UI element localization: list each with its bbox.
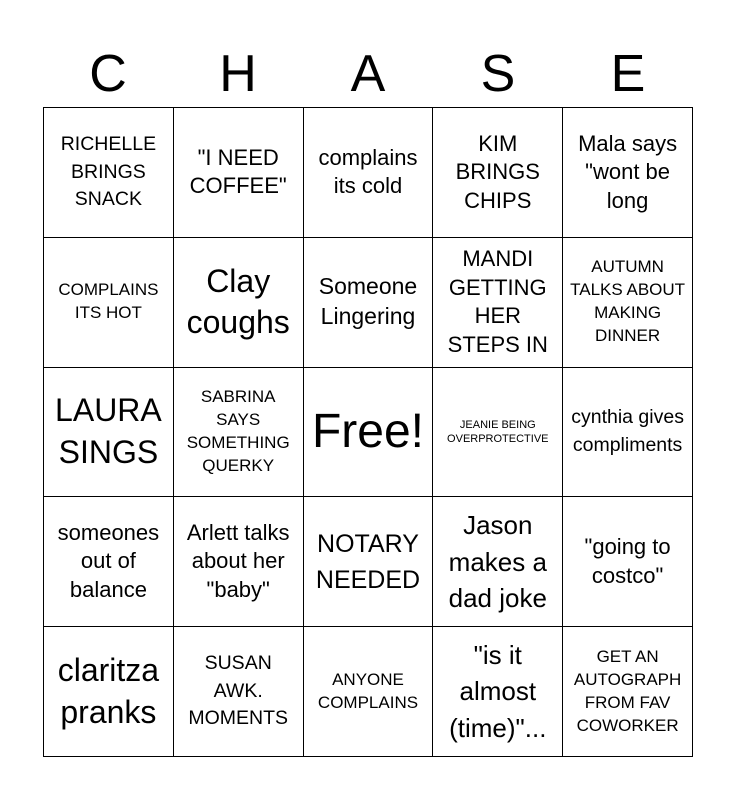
bingo-cell[interactable] [174, 238, 304, 368]
header-letter-s: S [480, 45, 516, 103]
cell-text: "I NEED COFFEE" [189, 144, 287, 199]
cell-text: Free! [311, 404, 424, 458]
cell-text: GET AN AUTOGRAPH FROM FAV COWORKER [573, 646, 682, 735]
header-letter-e: E [610, 45, 646, 103]
cell-text: "going to costco" [584, 534, 671, 588]
cell-text: NOTARY NEEDED [315, 529, 421, 594]
cell-text: SABRINA SAYS SOMETHING QUERKY [186, 387, 290, 475]
cell-text: Jason makes a dad joke [448, 510, 547, 613]
cell-text: cynthia gives compliments [571, 406, 684, 456]
bingo-cell[interactable] [304, 238, 434, 368]
free-space[interactable] [304, 368, 434, 498]
bingo-cell[interactable] [44, 108, 174, 238]
bingo-cell[interactable] [174, 368, 304, 498]
bingo-cell[interactable] [433, 238, 563, 368]
bingo-cell[interactable] [433, 108, 563, 238]
header-letter-h: H [219, 45, 257, 103]
cell-text: KIM BRINGS CHIPS [455, 130, 540, 213]
bingo-cell[interactable] [433, 497, 563, 627]
header-letter-a: A [350, 45, 386, 103]
cell-text: Someone Lingering [318, 273, 418, 330]
bingo-cell[interactable] [433, 368, 563, 498]
bingo-cell[interactable] [304, 108, 434, 238]
bingo-cell[interactable] [44, 627, 174, 757]
bingo-cell[interactable] [174, 497, 304, 627]
cell-text: Mala says "wont be long [578, 130, 678, 213]
bingo-cell[interactable] [563, 627, 693, 757]
cell-text: someones out of balance [57, 519, 160, 603]
bingo-cell[interactable] [563, 497, 693, 627]
cell-text: MANDI GETTING HER STEPS IN [447, 246, 548, 357]
header-letter-c: C [89, 45, 127, 103]
cell-text: complains its cold [318, 144, 418, 199]
cell-text: COMPLAINS ITS HOT [58, 280, 159, 323]
bingo-cell[interactable] [44, 368, 174, 498]
cell-text: "is it almost (time)"... [449, 640, 547, 743]
cell-text: claritza pranks [57, 652, 160, 730]
cell-text: ANYONE COMPLAINS [317, 669, 419, 712]
bingo-cell[interactable] [563, 238, 693, 368]
cell-text: AUTUMN TALKS ABOUT MAKING DINNER [570, 257, 686, 346]
bingo-cell[interactable] [174, 108, 304, 238]
bingo-cell[interactable] [433, 627, 563, 757]
bingo-cell[interactable] [44, 238, 174, 368]
bingo-header [43, 40, 693, 108]
cell-text: Arlett talks about her "baby" [186, 519, 290, 603]
cell-text: JEANIE BEING OVERPROTECTIVE [447, 418, 549, 445]
cell-text: SUSAN AWK. MOMENTS [188, 652, 289, 730]
bingo-cell[interactable] [563, 108, 693, 238]
cell-text: LAURA SINGS [55, 392, 162, 470]
bingo-cell[interactable] [304, 627, 434, 757]
bingo-cell[interactable] [563, 368, 693, 498]
bingo-board [43, 107, 693, 757]
bingo-cell[interactable] [174, 627, 304, 757]
bingo-cell[interactable] [304, 497, 434, 627]
bingo-cell[interactable] [44, 497, 174, 627]
cell-text: RICHELLE BRINGS SNACK [60, 132, 157, 211]
cell-text: Clay coughs [186, 262, 290, 341]
